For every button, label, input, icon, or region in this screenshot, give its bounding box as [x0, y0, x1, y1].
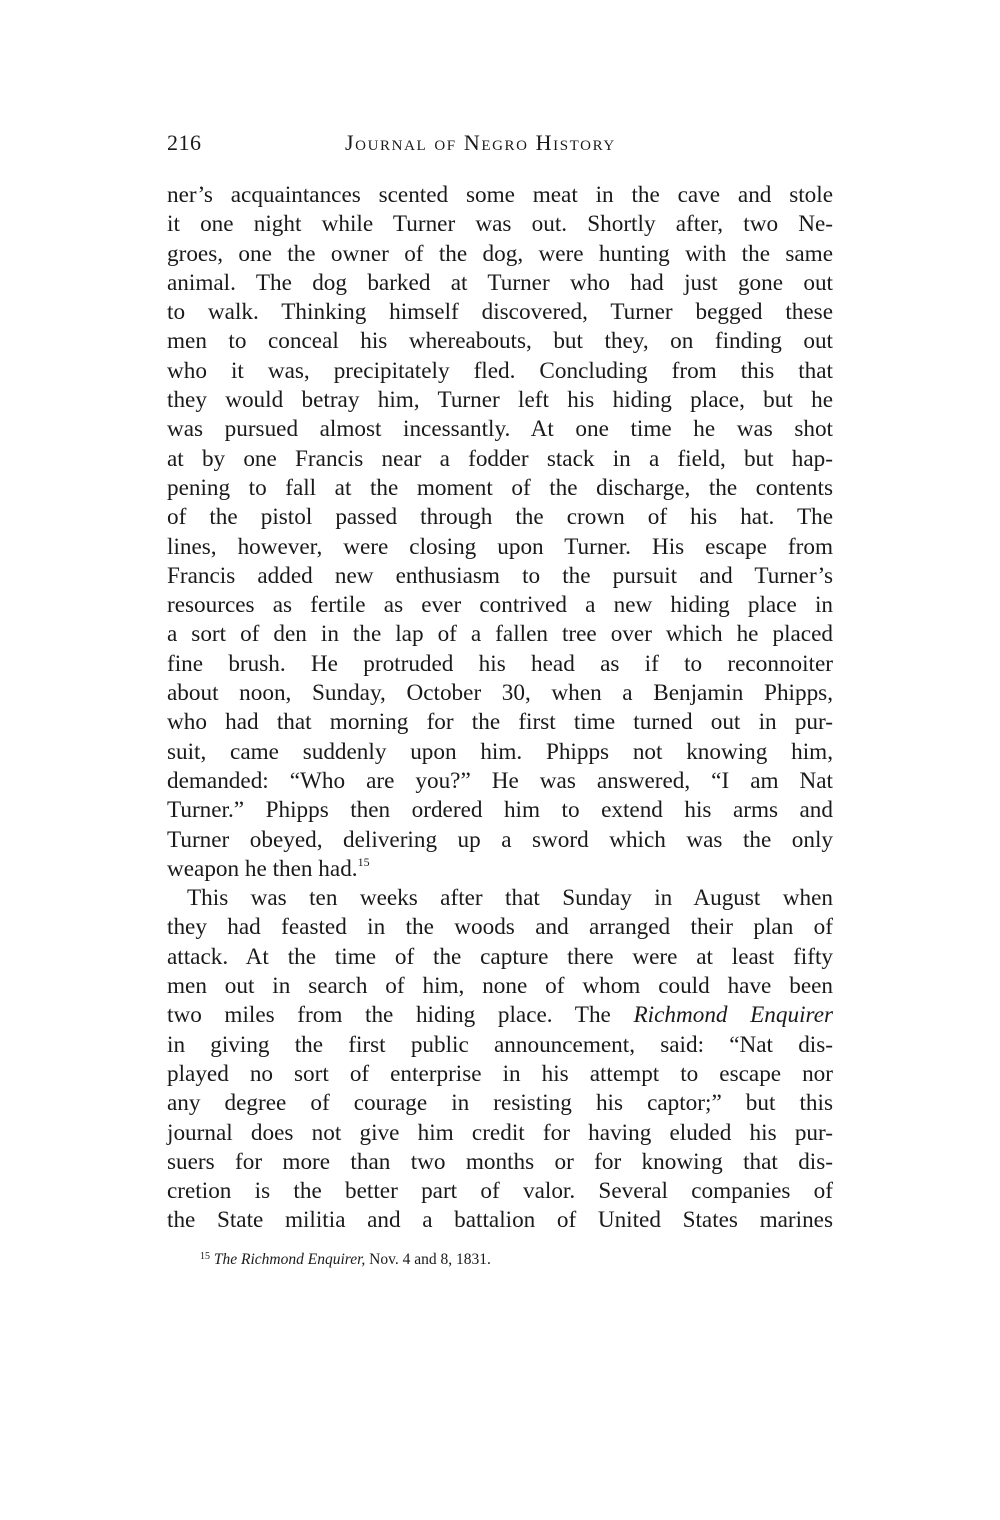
text-line: it one night while Turner was out. Shortly after, two Ne-	[167, 211, 833, 238]
text-line: who it was, precipitately fled. Concluding from this that	[167, 357, 833, 384]
text-line: at by one Francis near a fodder stack in a field, but hap-	[167, 445, 833, 472]
text-line: they would betray him, Turner left his hiding place, but he	[167, 387, 833, 414]
text-line: fine brush. He protruded his head as if to reconnoiter	[167, 650, 833, 677]
text-line: ner’s acquaintances scented some meat in the cave and stole	[167, 182, 833, 208]
text-line: Turner obeyed, delivering up a sword which was the only	[167, 826, 833, 853]
text-line: suers for more than two months or for knowing that dis-	[167, 1148, 833, 1175]
footnote-reference: 15	[357, 854, 370, 869]
text-line-content: two miles from the hiding place. The	[167, 1002, 611, 1029]
footnote-text: Nov. 4 and 8, 1831.	[369, 1251, 491, 1268]
footnote	[200, 1251, 491, 1269]
text-line-content: weapon he then had.	[167, 855, 358, 882]
footnote-number: 15	[200, 1251, 210, 1262]
text-line: was pursued almost incessantly. At one time he was shot	[167, 416, 833, 443]
text-line: in giving the first public announcement, said: “Nat dis-	[167, 1031, 833, 1058]
text-line: cretion is the better part of valor. Several companies of	[167, 1178, 833, 1205]
page-header	[167, 130, 833, 162]
text-line: they had feasted in the woods and arranged their plan of	[167, 914, 833, 941]
text-line: of the pistol passed through the crown of his hat. The	[167, 504, 833, 531]
body-text	[167, 181, 833, 1236]
text-line: Francis added new enthusiasm to the pursuit and Turner’s	[167, 562, 833, 589]
text-line: animal. The dog barked at Turner who had just gone out	[167, 269, 833, 296]
text-line: any degree of courage in resisting his captor;” but this	[167, 1090, 833, 1117]
text-line: attack. At the time of the capture there were at least fifty	[167, 943, 833, 970]
text-line: demanded: “Who are you?” He was answered, “I am Nat	[167, 767, 833, 794]
text-line: to walk. Thinking himself discovered, Turner begged these	[167, 299, 833, 326]
text-line: journal does not give him credit for having eluded his pur-	[167, 1119, 833, 1146]
text-line: who had that morning for the first time turned out in pur-	[167, 709, 833, 736]
text-line: groes, one the owner of the dog, were hunting with the same	[167, 240, 833, 267]
text-line: suit, came suddenly upon him. Phipps not knowing him,	[167, 738, 833, 765]
page-number: 216	[167, 130, 202, 155]
text-line	[167, 855, 833, 884]
text-line: about noon, Sunday, October 30, when a Benjamin Phipps,	[167, 680, 833, 707]
paragraph-first-line: This was ten weeks after that Sunday in August when	[187, 885, 833, 912]
footnote-title: The Richmond Enquirer,	[213, 1251, 366, 1268]
text-line: resources as fertile as ever contrived a new hiding place in	[167, 592, 833, 619]
text-line: lines, however, were closing upon Turner. His escape from	[167, 533, 833, 560]
text-line: men out in search of him, none of whom could have been	[167, 973, 833, 1000]
running-head: Journal of Negro History	[345, 130, 616, 155]
publication-title: Richmond Enquirer	[633, 1002, 834, 1029]
text-line: the State militia and a battalion of United States marines	[167, 1207, 833, 1234]
text-line: pening to fall at the moment of the discharge, the contents	[167, 474, 833, 501]
text-line	[167, 1001, 833, 1030]
text-line: a sort of den in the lap of a fallen tree over which he placed	[167, 621, 833, 648]
text-line: played no sort of enterprise in his attempt to escape nor	[167, 1060, 833, 1087]
text-line: Turner.” Phipps then ordered him to extend his arms and	[167, 797, 833, 824]
text-line: men to conceal his whereabouts, but they, on finding out	[167, 328, 833, 355]
